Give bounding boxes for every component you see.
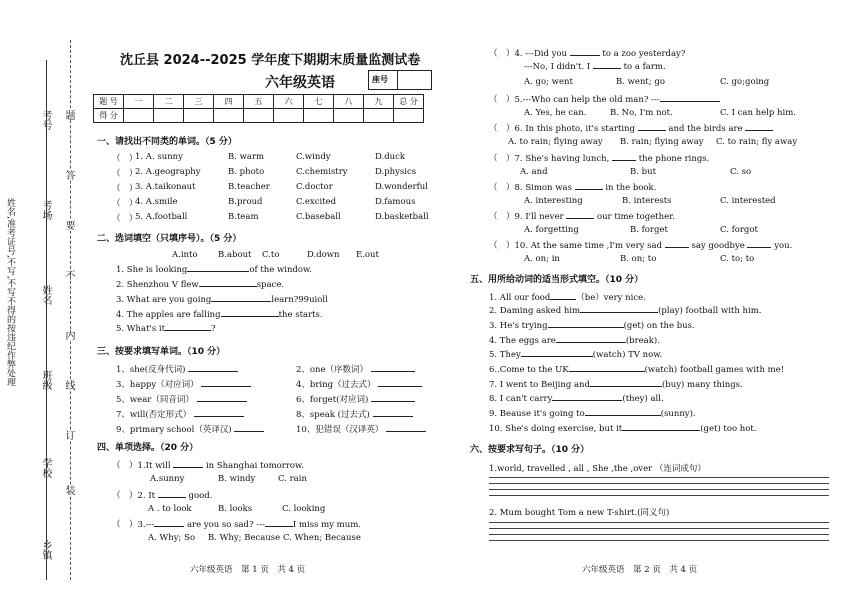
subject-title: 六年级英语	[265, 75, 335, 91]
answer-blank[interactable]	[194, 416, 244, 417]
option-a: A. and	[520, 167, 548, 177]
word-task: 4、bring（过去式）	[296, 378, 422, 390]
score-value-row	[94, 109, 424, 123]
seal-line	[70, 40, 71, 580]
option-d: D.physics	[375, 167, 417, 177]
option-c: C. looking	[282, 504, 326, 514]
section5-heading: 五、用所给动词的适当形式填空。（10 分）	[470, 275, 644, 285]
option-c: C.baseball	[296, 212, 341, 222]
verb-item: 1. All our food （be）very nice.	[489, 293, 646, 303]
option-a: A. Why; So	[148, 533, 196, 543]
answer-paren[interactable]: （ ）	[112, 214, 138, 224]
mc-question: （ ）4. ---Did you to a zoo yesterday?	[489, 49, 686, 59]
fill-line	[46, 60, 47, 580]
mc-question: （ ）2. It good.	[112, 491, 213, 501]
word-task: 7、will(否定形式）	[116, 408, 244, 420]
answer-paren[interactable]: （ ）	[489, 154, 515, 164]
seal-char: 内	[63, 330, 74, 340]
answer-blank[interactable]	[585, 415, 661, 416]
fill-item: 5. What's it ?	[116, 324, 216, 334]
option-d: D.wonderful	[375, 182, 428, 192]
option-b: B.proud	[228, 197, 263, 207]
answer-blank[interactable]	[201, 386, 251, 387]
mc-question: （ ）3.--- are you so sad? --- I miss my mum.	[112, 520, 361, 530]
score-input[interactable]	[394, 109, 424, 123]
answer-line[interactable]	[489, 534, 829, 535]
answer-blank[interactable]	[566, 218, 594, 219]
option-b: B. windy	[218, 474, 256, 484]
town-label: 乡镇	[40, 540, 51, 560]
answer-blank[interactable]	[593, 68, 621, 69]
option-d: D.duck	[375, 152, 406, 162]
answer-paren[interactable]: （ ）	[112, 154, 138, 164]
option-b: B. rain; flying away	[620, 137, 704, 147]
option-a: A . to look	[148, 504, 192, 514]
answer-line[interactable]	[489, 495, 829, 496]
answer-blank[interactable]	[199, 286, 257, 287]
score-input[interactable]	[334, 109, 364, 123]
answer-blank[interactable]	[590, 386, 662, 387]
mc-question: （ ）9. I'll never our time together.	[489, 212, 676, 222]
answer-blank[interactable]	[154, 526, 184, 527]
seal-char: 不	[63, 270, 74, 280]
answer-blank[interactable]	[747, 247, 771, 248]
score-input[interactable]	[244, 109, 274, 123]
answer-blank[interactable]	[371, 371, 415, 372]
score-cell: 总 分	[394, 95, 424, 109]
option-c: C. so	[730, 167, 752, 177]
answer-paren[interactable]: （ ）	[112, 461, 138, 471]
page-footer-right: 六年级英语 第 2 页 共 4 页	[582, 565, 698, 575]
option-a: A.sunny	[150, 474, 185, 484]
option-b: B. went; go	[616, 77, 665, 87]
score-cell: 得 分	[94, 109, 124, 123]
word-task: 2、one（序数词）	[296, 363, 415, 375]
score-cell: 一	[124, 95, 154, 109]
answer-blank[interactable]	[665, 247, 689, 248]
seal-char: 要	[63, 220, 74, 230]
option-b: B. but	[630, 167, 656, 177]
seal-char: 题	[63, 110, 74, 120]
verb-item: 9. Beause it's going to (sunny).	[489, 409, 696, 419]
option-b: B. on; to	[620, 254, 657, 264]
option-a: 2. A.geography	[135, 167, 201, 177]
option-b: B.team	[228, 212, 259, 222]
page-footer-left: 六年级英语 第 1 页 共 4 页	[190, 565, 306, 575]
option-c: C.excited	[296, 197, 337, 207]
score-cell: 三	[184, 95, 214, 109]
answer-blank[interactable]	[745, 130, 773, 131]
score-cell: 五	[244, 95, 274, 109]
answer-blank[interactable]	[173, 467, 203, 468]
word-task: 9、primary school（英译汉)	[116, 423, 264, 435]
word-task: 6、forget(对应词)	[296, 393, 415, 405]
word-task: 1、she(反身代词)	[116, 363, 238, 375]
answer-blank[interactable]	[550, 299, 576, 300]
option-a: A. interesting	[524, 196, 583, 206]
option-b: B.teacher	[228, 182, 270, 192]
answer-blank[interactable]	[638, 130, 666, 131]
option-a: 1. A. sunny	[135, 152, 183, 162]
answer-line[interactable]	[489, 477, 829, 478]
option-b: B. forget	[630, 225, 668, 235]
answer-paren[interactable]: （ ）	[112, 520, 138, 530]
option-c: C.doctor	[296, 182, 333, 192]
mc-question: （ ）10. At the same time ,I'm very sad say goodbye you.	[489, 241, 793, 251]
score-input[interactable]	[364, 109, 394, 123]
score-table	[93, 94, 424, 123]
word-option: D.down	[307, 250, 340, 260]
answer-blank[interactable]	[580, 312, 658, 313]
school-label: 学校	[40, 458, 51, 478]
option-d: D.basketball	[375, 212, 429, 222]
score-input[interactable]	[214, 109, 244, 123]
option-b: B. looks	[218, 504, 253, 514]
verb-item: 2. Daming asked him (play) football with him.	[489, 306, 762, 316]
verb-item: 8. I can't carry (they) all.	[489, 394, 664, 404]
option-b: B. photo	[228, 167, 265, 177]
word-option: E.out	[356, 250, 379, 260]
sentence-task: 1.world, travelled , all , She ,the ,over （连词成句）	[489, 464, 706, 474]
answer-blank[interactable]	[556, 342, 626, 343]
answer-blank[interactable]	[158, 497, 186, 498]
answer-blank[interactable]	[575, 189, 603, 190]
option-c: C.chemistry	[296, 167, 348, 177]
section4-heading: 四、单项选择。（20 分）	[97, 443, 199, 453]
option-a: A. go; went	[524, 77, 573, 87]
answer-blank[interactable]	[552, 400, 622, 401]
answer-blank[interactable]	[187, 271, 249, 272]
answer-paren[interactable]: （ ）	[489, 49, 515, 59]
verb-item: 10. She's doing exercise, but it (get) too hot.	[489, 424, 757, 434]
word-option: C.to	[262, 250, 280, 260]
sentence-task: 2. Mum bought Tom a new T-shirt.(同义句)	[489, 508, 670, 518]
answer-paren[interactable]: （ ）	[489, 183, 515, 193]
score-input[interactable]	[274, 109, 304, 123]
answer-blank[interactable]	[221, 316, 279, 317]
mc-question: （ ）8. Simon was in the book.	[489, 183, 657, 193]
section6-heading: 六、按要求写句子。（10 分）	[470, 445, 590, 455]
score-cell: 二	[154, 95, 184, 109]
option-a: A. on; in	[524, 254, 560, 264]
answer-line[interactable]	[489, 540, 829, 541]
word-task: 8、speak (过去式)	[296, 408, 413, 420]
option-c: C. When; Because	[283, 533, 361, 543]
seal-char: 线	[63, 380, 74, 390]
mc-question: （ ）7. She's having lunch, the phone rings.	[489, 154, 710, 164]
binding-notice: 姓名,准考证号,不写,不写不得的按违纪作弊处理	[5, 198, 15, 387]
answer-line[interactable]	[489, 489, 829, 490]
class-label: 班级	[40, 370, 51, 390]
option-b: B. interests	[622, 196, 672, 206]
answer-blank[interactable]	[622, 430, 700, 431]
answer-blank[interactable]	[612, 160, 636, 161]
option-c: C. interested	[720, 196, 776, 206]
section3-heading: 三、按要求填写单词。（10 分）	[97, 347, 226, 357]
option-a: A. to rain; flying away	[508, 137, 603, 147]
option-c: C. rain	[278, 474, 307, 484]
room-label: 考场	[40, 200, 51, 220]
answer-paren[interactable]: （ ）	[489, 241, 515, 251]
option-d: D.famous	[375, 197, 416, 207]
answer-line[interactable]	[489, 483, 829, 484]
exam-title: 沈丘县 2024--2025 学年度下期期末质量监测试卷	[120, 53, 421, 68]
score-header-row	[94, 95, 424, 109]
answer-blank[interactable]	[371, 401, 415, 402]
answer-blank[interactable]	[265, 526, 293, 527]
verb-item: 6..Come to the UK (watch) football games with me!	[489, 365, 785, 375]
word-task: 3、happy（对应词）	[116, 378, 251, 390]
mc-question-line2: ---No, I didn't. I to a farm.	[524, 62, 666, 72]
score-input[interactable]	[124, 109, 154, 123]
verb-item: 3. He's trying (get) on the bus.	[489, 321, 695, 331]
verb-item: 7. I went to Beijing and (buy) many things.	[489, 380, 743, 390]
answer-blank[interactable]	[660, 101, 720, 102]
seal-char: 答	[63, 170, 74, 180]
mc-question: （ ）6. In this photo, it's starting and the birds are	[489, 122, 773, 134]
option-a: 4. A.smile	[135, 197, 178, 207]
option-c: C.windy	[296, 152, 331, 162]
option-b: B. warm	[228, 152, 265, 162]
answer-blank[interactable]	[211, 301, 271, 302]
score-input[interactable]	[184, 109, 214, 123]
answer-line[interactable]	[489, 528, 829, 529]
score-input[interactable]	[154, 109, 184, 123]
option-c: C. to; to	[720, 254, 755, 264]
answer-blank[interactable]	[386, 431, 426, 432]
answer-blank[interactable]	[188, 371, 238, 372]
seat-label: 座号	[372, 75, 388, 84]
answer-paren[interactable]: （ ）	[489, 95, 515, 105]
option-c: C. go;going	[720, 77, 770, 87]
fill-item: 3. What are you going learn?99uioll	[116, 295, 328, 305]
mc-question: （ ）1.It will in Shanghai tomorrow.	[112, 461, 305, 471]
verb-item: 4. The eggs are (break).	[489, 336, 660, 346]
section2-heading: 二、选词填空（只填序号）。（5 分）	[97, 234, 242, 244]
answer-blank[interactable]	[521, 356, 593, 357]
section1-heading: 一、请找出不同类的单词。（5 分）	[97, 137, 237, 147]
score-cell: 题 号	[94, 95, 124, 109]
answer-blank[interactable]	[569, 371, 645, 372]
fill-item: 1. She is looking of the window.	[116, 265, 312, 275]
word-option: B.about	[218, 250, 252, 260]
option-a: A. forgetting	[524, 225, 579, 235]
answer-line[interactable]	[489, 522, 829, 523]
option-c: C. forgot	[720, 225, 758, 235]
word-task: 5、wear（同音词）	[116, 393, 247, 405]
answer-blank[interactable]	[570, 55, 600, 56]
answer-paren[interactable]: （ ）	[112, 199, 138, 209]
word-task: 10、犯错误（汉译英）	[296, 423, 426, 435]
answer-blank[interactable]	[165, 330, 211, 331]
option-a: 3. A.taikonaut	[135, 182, 196, 192]
answer-paren[interactable]: （ ）	[112, 169, 138, 179]
score-cell: 七	[304, 95, 334, 109]
option-a: A. Yes, he can.	[524, 108, 587, 118]
score-cell: 六	[274, 95, 304, 109]
answer-blank[interactable]	[197, 401, 247, 402]
seal-char: 订	[63, 430, 74, 440]
answer-blank[interactable]	[373, 416, 413, 417]
score-cell: 八	[334, 95, 364, 109]
answer-paren[interactable]: （ ）	[489, 212, 515, 222]
word-option: A.into	[172, 250, 198, 260]
score-input[interactable]	[304, 109, 334, 123]
verb-item: 5. They (watch) TV now.	[489, 350, 663, 360]
fill-item: 4. The apples are falling the starts.	[116, 310, 323, 320]
answer-paren[interactable]: （ ）	[112, 491, 138, 501]
answer-blank[interactable]	[548, 327, 624, 328]
answer-paren[interactable]: （ ）	[489, 124, 515, 134]
option-b: B. Why; Because	[208, 533, 281, 543]
option-c: C. to rain; fly away	[716, 137, 798, 147]
name-label: 姓名	[40, 285, 51, 305]
mc-question: （ ）5.---Who can help the old man? ---	[489, 93, 720, 105]
option-c: C. I can help him.	[720, 108, 796, 118]
seat-box	[368, 70, 432, 90]
seal-char: 装	[63, 485, 74, 495]
answer-blank[interactable]	[378, 386, 422, 387]
score-cell: 九	[364, 95, 394, 109]
option-b: B. No, I'm not.	[610, 108, 673, 118]
fill-item: 2. Shenzhou V flew space.	[116, 280, 285, 290]
exam-no-label: 考号	[40, 110, 51, 130]
option-a: 5. A.football	[135, 212, 188, 222]
answer-paren[interactable]: （ ）	[112, 184, 138, 194]
score-cell: 四	[214, 95, 244, 109]
answer-blank[interactable]	[234, 431, 264, 432]
